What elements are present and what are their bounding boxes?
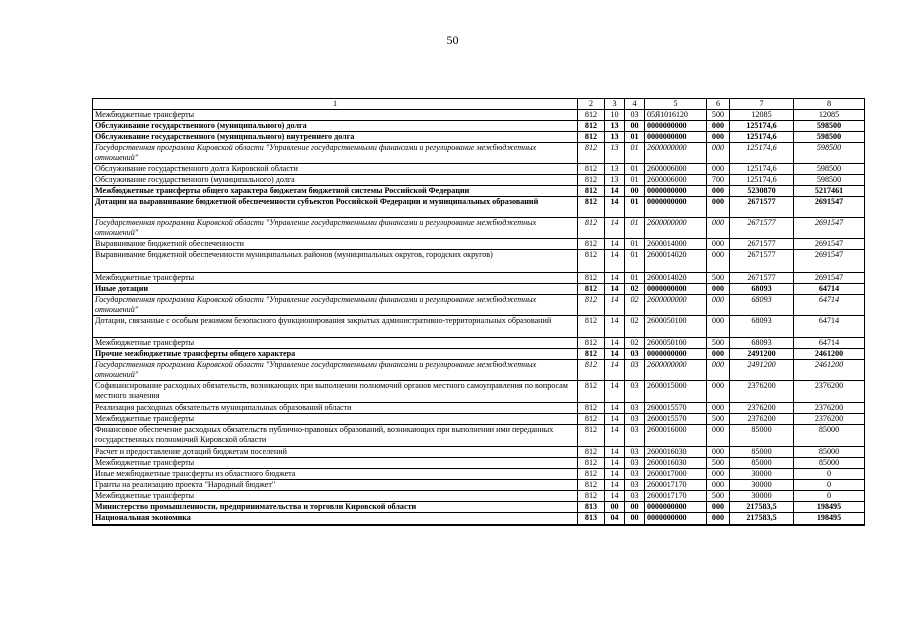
row-value-cell: 000 xyxy=(707,447,730,458)
row-value-cell: 000 xyxy=(707,121,730,132)
row-value-cell: 000 xyxy=(707,425,730,447)
row-value-cell: 30000 xyxy=(730,480,794,491)
row-value-cell: 01 xyxy=(625,239,645,250)
row-value-cell: 2600017170 xyxy=(645,491,707,502)
row-value-cell: 812 xyxy=(578,360,605,381)
row-value-cell: 0000000000 xyxy=(645,186,707,197)
row-value-cell: 812 xyxy=(578,197,605,218)
row-value-cell: 30000 xyxy=(730,469,794,480)
row-value-cell: 14 xyxy=(605,273,625,284)
row-value-cell: 2671577 xyxy=(730,239,794,250)
row-value-cell: 00 xyxy=(625,121,645,132)
header-cell: 4 xyxy=(625,99,645,110)
row-value-cell: 0000000000 xyxy=(645,349,707,360)
row-value-cell: 03 xyxy=(625,458,645,469)
row-value-cell: 812 xyxy=(578,164,605,175)
row-value-cell: 000 xyxy=(707,250,730,273)
row-value-cell: 598500 xyxy=(794,143,865,164)
row-value-cell: 812 xyxy=(578,295,605,316)
row-value-cell: 125174,6 xyxy=(730,175,794,186)
row-value-cell: 03 xyxy=(625,349,645,360)
row-label-cell: Финансовое обеспечение расходных обязательств публично-правовых образований, возникающих при выполнении ими переданных государственных полномочий Кировской области xyxy=(93,425,578,447)
row-value-cell: 14 xyxy=(605,349,625,360)
row-value-cell: 500 xyxy=(707,414,730,425)
row-value-cell: 812 xyxy=(578,414,605,425)
row-label-cell: Обслуживание государственного долга Кировской области xyxy=(93,164,578,175)
page-number: 50 xyxy=(446,33,459,47)
row-value-cell: 13 xyxy=(605,121,625,132)
row-value-cell: 30000 xyxy=(730,491,794,502)
row-value-cell: 03 xyxy=(625,480,645,491)
row-label-cell: Межбюджетные трансферты xyxy=(93,491,578,502)
row-value-cell: 812 xyxy=(578,110,605,121)
table-row xyxy=(93,132,865,143)
row-value-cell: 68093 xyxy=(730,316,794,338)
row-value-cell: 812 xyxy=(578,403,605,414)
row-value-cell: 2600017000 xyxy=(645,469,707,480)
row-value-cell: 198495 xyxy=(794,513,865,525)
row-value-cell: 2491200 xyxy=(730,360,794,381)
row-value-cell: 01 xyxy=(625,218,645,239)
row-value-cell: 125174,6 xyxy=(730,121,794,132)
row-value-cell: 2600015000 xyxy=(645,381,707,403)
row-value-cell: 0000000000 xyxy=(645,513,707,525)
table-row xyxy=(93,338,865,349)
table-row xyxy=(93,349,865,360)
table-row xyxy=(93,480,865,491)
row-value-cell: 01 xyxy=(625,175,645,186)
row-value-cell: 812 xyxy=(578,250,605,273)
row-label-cell: Межбюджетные трансферты xyxy=(93,458,578,469)
table-row xyxy=(93,110,865,121)
row-value-cell: 2600000000 xyxy=(645,295,707,316)
row-value-cell: 2691547 xyxy=(794,250,865,273)
row-label-cell: Обслуживание государственного (муниципального) долга xyxy=(93,121,578,132)
header-cell: 2 xyxy=(578,99,605,110)
row-value-cell: 5217461 xyxy=(794,186,865,197)
row-label-cell: Гранты на реализацию проекта "Народный бюджет" xyxy=(93,480,578,491)
row-value-cell: 5230870 xyxy=(730,186,794,197)
table-row xyxy=(93,239,865,250)
row-value-cell: 598500 xyxy=(794,132,865,143)
row-value-cell: 02 xyxy=(625,295,645,316)
row-value-cell: 125174,6 xyxy=(730,143,794,164)
table-row xyxy=(93,143,865,164)
row-value-cell: 2600014020 xyxy=(645,273,707,284)
row-label-cell: Дотации на выравнивание бюджетной обеспеченности субъектов Российской Федерации и муниципальных образований xyxy=(93,197,578,218)
row-value-cell: 05Я1016120 xyxy=(645,110,707,121)
row-value-cell: 500 xyxy=(707,110,730,121)
row-value-cell: 2600016030 xyxy=(645,447,707,458)
row-value-cell: 68093 xyxy=(730,338,794,349)
header-cell: 6 xyxy=(707,99,730,110)
row-value-cell: 217583,5 xyxy=(730,502,794,513)
row-value-cell: 0 xyxy=(794,480,865,491)
row-value-cell: 2600014000 xyxy=(645,239,707,250)
row-value-cell: 64714 xyxy=(794,295,865,316)
row-value-cell: 14 xyxy=(605,480,625,491)
row-value-cell: 812 xyxy=(578,469,605,480)
row-value-cell: 85000 xyxy=(794,425,865,447)
row-value-cell: 125174,6 xyxy=(730,164,794,175)
row-value-cell: 02 xyxy=(625,284,645,295)
row-value-cell: 812 xyxy=(578,284,605,295)
row-label-cell: Министерство промышленности, предпринимательства и торговли Кировской области xyxy=(93,502,578,513)
table-row xyxy=(93,414,865,425)
row-value-cell: 14 xyxy=(605,218,625,239)
row-value-cell: 00 xyxy=(625,502,645,513)
row-value-cell: 2671577 xyxy=(730,197,794,218)
row-value-cell: 2600017170 xyxy=(645,480,707,491)
row-value-cell: 125174,6 xyxy=(730,132,794,143)
row-label-cell: Выравнивание бюджетной обеспеченности xyxy=(93,239,578,250)
row-value-cell: 812 xyxy=(578,121,605,132)
table-row xyxy=(93,250,865,273)
table-row xyxy=(93,295,865,316)
row-label-cell: Государственная программа Кировской области "Управление государственными финансами и регулирование межбюджетных отношений" xyxy=(93,360,578,381)
row-value-cell: 000 xyxy=(707,197,730,218)
header-cell: 3 xyxy=(605,99,625,110)
row-value-cell: 03 xyxy=(625,425,645,447)
row-value-cell: 00 xyxy=(625,186,645,197)
table-row xyxy=(93,381,865,403)
row-value-cell: 0000000000 xyxy=(645,502,707,513)
row-label-cell: Национальная экономика xyxy=(93,513,578,525)
row-value-cell: 812 xyxy=(578,447,605,458)
table-row xyxy=(93,360,865,381)
row-value-cell: 000 xyxy=(707,143,730,164)
row-value-cell: 812 xyxy=(578,425,605,447)
table-row xyxy=(93,513,865,525)
row-value-cell: 14 xyxy=(605,186,625,197)
row-value-cell: 2691547 xyxy=(794,239,865,250)
row-value-cell: 2376200 xyxy=(730,381,794,403)
row-value-cell: 000 xyxy=(707,295,730,316)
table-row xyxy=(93,273,865,284)
row-value-cell: 85000 xyxy=(794,447,865,458)
row-label-cell: Межбюджетные трансферты общего характера бюджетам бюджетной системы Российской Федерации xyxy=(93,186,578,197)
row-value-cell: 14 xyxy=(605,381,625,403)
row-value-cell: 03 xyxy=(625,381,645,403)
row-value-cell: 812 xyxy=(578,143,605,164)
row-value-cell: 000 xyxy=(707,239,730,250)
row-value-cell: 01 xyxy=(625,197,645,218)
table-row xyxy=(93,469,865,480)
row-value-cell: 14 xyxy=(605,403,625,414)
row-value-cell: 13 xyxy=(605,175,625,186)
row-value-cell: 000 xyxy=(707,469,730,480)
row-value-cell: 00 xyxy=(625,513,645,525)
row-label-cell: Прочие межбюджетные трансферты общего характера xyxy=(93,349,578,360)
row-value-cell: 2600015570 xyxy=(645,403,707,414)
table-row xyxy=(93,121,865,132)
row-label-cell: Государственная программа Кировской области "Управление государственными финансами и регулирование межбюджетных отношений" xyxy=(93,143,578,164)
row-value-cell: 0000000000 xyxy=(645,284,707,295)
row-value-cell: 01 xyxy=(625,164,645,175)
row-value-cell: 12085 xyxy=(794,110,865,121)
row-value-cell: 14 xyxy=(605,338,625,349)
table-row xyxy=(93,164,865,175)
table-row xyxy=(93,284,865,295)
row-value-cell: 2600016000 xyxy=(645,425,707,447)
row-value-cell: 2600050100 xyxy=(645,316,707,338)
row-value-cell: 812 xyxy=(578,491,605,502)
row-value-cell: 812 xyxy=(578,349,605,360)
row-value-cell: 598500 xyxy=(794,121,865,132)
row-value-cell: 10 xyxy=(605,110,625,121)
row-value-cell: 14 xyxy=(605,425,625,447)
row-value-cell: 2600000000 xyxy=(645,143,707,164)
row-value-cell: 812 xyxy=(578,273,605,284)
row-value-cell: 198495 xyxy=(794,502,865,513)
row-value-cell: 64714 xyxy=(794,284,865,295)
row-value-cell: 14 xyxy=(605,491,625,502)
row-value-cell: 2600015570 xyxy=(645,414,707,425)
row-value-cell: 2600000000 xyxy=(645,218,707,239)
row-value-cell: 64714 xyxy=(794,316,865,338)
row-value-cell: 000 xyxy=(707,186,730,197)
row-value-cell: 01 xyxy=(625,250,645,273)
row-label-cell: Расчет и предоставление дотаций бюджетам поселений xyxy=(93,447,578,458)
row-value-cell: 13 xyxy=(605,164,625,175)
table-row xyxy=(93,316,865,338)
table-row xyxy=(93,403,865,414)
row-value-cell: 2691547 xyxy=(794,218,865,239)
table-row xyxy=(93,447,865,458)
row-value-cell: 03 xyxy=(625,360,645,381)
row-value-cell: 0000000000 xyxy=(645,132,707,143)
row-value-cell: 598500 xyxy=(794,175,865,186)
table-row xyxy=(93,491,865,502)
row-value-cell: 812 xyxy=(578,175,605,186)
row-value-cell: 500 xyxy=(707,338,730,349)
row-label-cell: Межбюджетные трансферты xyxy=(93,414,578,425)
row-value-cell: 000 xyxy=(707,502,730,513)
row-value-cell: 217583,5 xyxy=(730,513,794,525)
row-value-cell: 2671577 xyxy=(730,273,794,284)
row-value-cell: 812 xyxy=(578,316,605,338)
row-value-cell: 14 xyxy=(605,447,625,458)
row-value-cell: 14 xyxy=(605,197,625,218)
row-value-cell: 12085 xyxy=(730,110,794,121)
row-label-cell: Обслуживание государственного (муниципального) долга xyxy=(93,175,578,186)
row-value-cell: 2376200 xyxy=(730,403,794,414)
row-value-cell: 000 xyxy=(707,316,730,338)
budget-table xyxy=(92,98,865,526)
row-value-cell: 000 xyxy=(707,164,730,175)
row-value-cell: 14 xyxy=(605,316,625,338)
header-cell: 1 xyxy=(93,99,578,110)
row-value-cell: 2691547 xyxy=(794,197,865,218)
row-value-cell: 812 xyxy=(578,239,605,250)
row-value-cell: 2600000000 xyxy=(645,360,707,381)
row-value-cell: 2671577 xyxy=(730,218,794,239)
row-value-cell: 000 xyxy=(707,513,730,525)
row-value-cell: 000 xyxy=(707,218,730,239)
row-value-cell: 13 xyxy=(605,143,625,164)
row-value-cell: 812 xyxy=(578,381,605,403)
row-value-cell: 14 xyxy=(605,469,625,480)
row-value-cell: 00 xyxy=(605,502,625,513)
row-value-cell: 2491200 xyxy=(730,349,794,360)
row-label-cell: Реализация расходных обязательств муниципальных образований области xyxy=(93,403,578,414)
row-value-cell: 02 xyxy=(625,338,645,349)
header-cell: 8 xyxy=(794,99,865,110)
row-value-cell: 85000 xyxy=(794,458,865,469)
row-label-cell: Иные межбюджетные трансферты из областного бюджета xyxy=(93,469,578,480)
row-value-cell: 000 xyxy=(707,132,730,143)
row-value-cell: 68093 xyxy=(730,284,794,295)
row-value-cell: 03 xyxy=(625,469,645,480)
row-value-cell: 02 xyxy=(625,316,645,338)
row-value-cell: 812 xyxy=(578,132,605,143)
row-value-cell: 812 xyxy=(578,218,605,239)
row-label-cell: Межбюджетные трансферты xyxy=(93,273,578,284)
row-value-cell: 14 xyxy=(605,458,625,469)
row-value-cell: 813 xyxy=(578,513,605,525)
row-value-cell: 0000000000 xyxy=(645,197,707,218)
row-value-cell: 01 xyxy=(625,273,645,284)
row-value-cell: 03 xyxy=(625,414,645,425)
table-row xyxy=(93,186,865,197)
row-value-cell: 812 xyxy=(578,338,605,349)
row-value-cell: 2600014020 xyxy=(645,250,707,273)
table-row xyxy=(93,218,865,239)
row-value-cell: 03 xyxy=(625,110,645,121)
row-value-cell: 64714 xyxy=(794,338,865,349)
row-value-cell: 04 xyxy=(605,513,625,525)
row-value-cell: 2691547 xyxy=(794,273,865,284)
row-value-cell: 14 xyxy=(605,250,625,273)
row-value-cell: 68093 xyxy=(730,295,794,316)
header-cell: 5 xyxy=(645,99,707,110)
row-value-cell: 812 xyxy=(578,458,605,469)
row-value-cell: 2376200 xyxy=(794,414,865,425)
table-row xyxy=(93,502,865,513)
row-value-cell: 14 xyxy=(605,239,625,250)
row-value-cell: 000 xyxy=(707,360,730,381)
row-value-cell: 03 xyxy=(625,403,645,414)
table-row xyxy=(93,425,865,447)
row-value-cell: 500 xyxy=(707,273,730,284)
row-value-cell: 500 xyxy=(707,491,730,502)
row-value-cell: 000 xyxy=(707,381,730,403)
row-value-cell: 000 xyxy=(707,480,730,491)
row-label-cell: Государственная программа Кировской области "Управление государственными финансами и регулирование межбюджетных отношений" xyxy=(93,295,578,316)
row-value-cell: 03 xyxy=(625,491,645,502)
row-value-cell: 2600016030 xyxy=(645,458,707,469)
row-value-cell: 85000 xyxy=(730,425,794,447)
row-value-cell: 2376200 xyxy=(730,414,794,425)
row-value-cell: 000 xyxy=(707,403,730,414)
row-value-cell: 14 xyxy=(605,295,625,316)
row-label-cell: Государственная программа Кировской области "Управление государственными финансами и регулирование межбюджетных отношений" xyxy=(93,218,578,239)
table-header-row xyxy=(93,99,865,110)
row-value-cell: 14 xyxy=(605,414,625,425)
row-value-cell: 01 xyxy=(625,132,645,143)
row-value-cell: 2376200 xyxy=(794,381,865,403)
row-value-cell: 700 xyxy=(707,175,730,186)
row-value-cell: 000 xyxy=(707,284,730,295)
row-label-cell: Обслуживание государственного (муниципального) внутреннего долга xyxy=(93,132,578,143)
row-value-cell: 0 xyxy=(794,469,865,480)
row-value-cell: 598500 xyxy=(794,164,865,175)
row-value-cell: 14 xyxy=(605,360,625,381)
row-value-cell: 2671577 xyxy=(730,250,794,273)
row-label-cell: Выравнивание бюджетной обеспеченности муниципальных районов (муниципальных округов, городских округов) xyxy=(93,250,578,273)
row-value-cell: 812 xyxy=(578,480,605,491)
row-value-cell: 2600006000 xyxy=(645,164,707,175)
header-cell: 7 xyxy=(730,99,794,110)
row-value-cell: 2376200 xyxy=(794,403,865,414)
row-value-cell: 0000000000 xyxy=(645,121,707,132)
row-value-cell: 03 xyxy=(625,447,645,458)
table-row xyxy=(93,197,865,218)
row-label-cell: Дотации, связанные с особым режимом безопасного функционирования закрытых административно-территориальных образований xyxy=(93,316,578,338)
row-label-cell: Межбюджетные трансферты xyxy=(93,338,578,349)
table-row xyxy=(93,458,865,469)
row-value-cell: 2600050100 xyxy=(645,338,707,349)
row-value-cell: 01 xyxy=(625,143,645,164)
table-row xyxy=(93,175,865,186)
row-value-cell: 000 xyxy=(707,349,730,360)
row-value-cell: 85000 xyxy=(730,458,794,469)
row-value-cell: 500 xyxy=(707,458,730,469)
row-value-cell: 2461200 xyxy=(794,349,865,360)
row-label-cell: Межбюджетные трансферты xyxy=(93,110,578,121)
row-value-cell: 14 xyxy=(605,284,625,295)
row-value-cell: 2600006000 xyxy=(645,175,707,186)
row-value-cell: 2461200 xyxy=(794,360,865,381)
row-value-cell: 85000 xyxy=(730,447,794,458)
row-value-cell: 13 xyxy=(605,132,625,143)
row-value-cell: 0 xyxy=(794,491,865,502)
row-label-cell: Софинансирование расходных обязательств, возникающих при выполнении полномочий органов местного самоуправления по вопросам местного значения xyxy=(93,381,578,403)
row-value-cell: 812 xyxy=(578,186,605,197)
row-label-cell: Иные дотации xyxy=(93,284,578,295)
row-value-cell: 813 xyxy=(578,502,605,513)
